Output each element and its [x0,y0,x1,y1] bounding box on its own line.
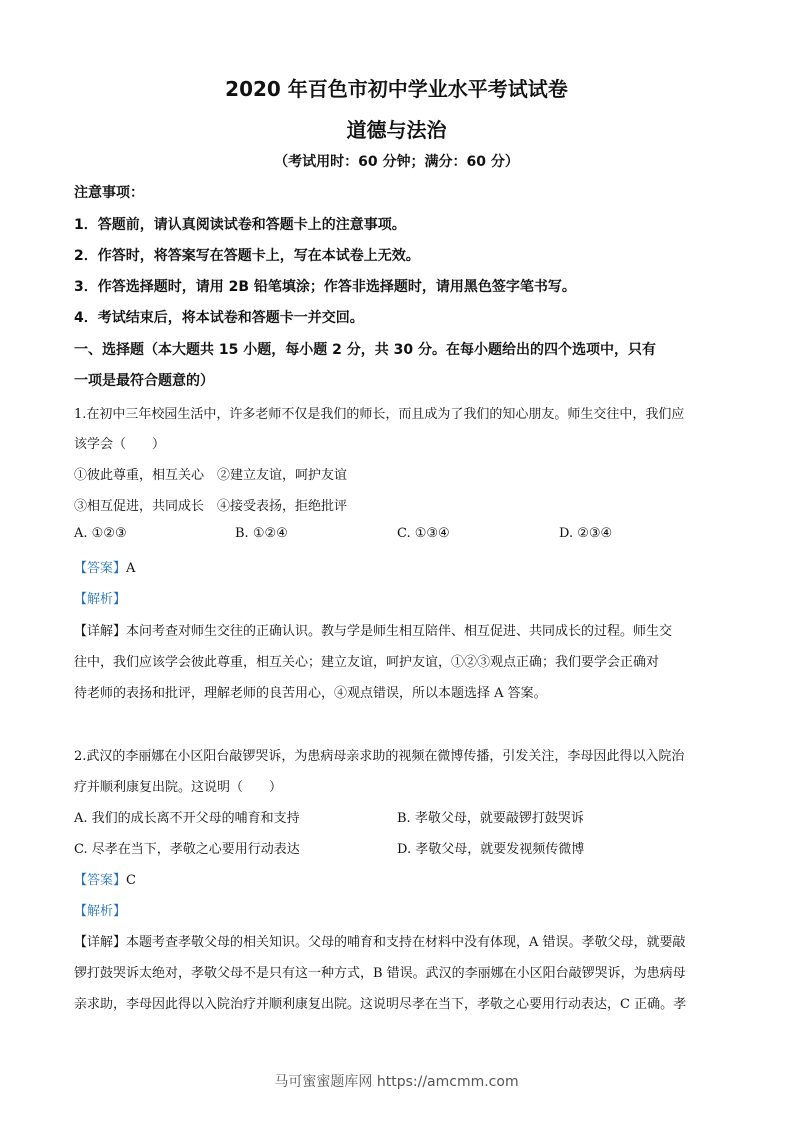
detail-tag: 【详解】 [74,935,127,950]
q1-option-a[interactable]: A. ①②③ [74,526,127,541]
q2-option-b[interactable]: B. 孝敬父母，就要敲锣打鼓哭诉 [397,811,584,826]
notice-item: 2．作答时，将答案写在答题卡上，写在本试卷上无效。 [74,248,420,264]
notice-item: 4．考试结束后，将本试卷和答题卡一并交回。 [74,310,364,326]
footer-watermark: 马可蜜蜜题库网 https://amcmm.com [274,1074,519,1090]
exam-info: （考试用时：60 分钟；满分：60 分） [274,154,519,170]
q1-detail [74,620,672,639]
notice-item: 3．作答选择题时，请用 2B 铅笔填涂；作答非选择题时，请用黑色签字笔书写。 [74,279,576,295]
q2-detail-cont: 亲求助，李母因此得以入院治疗并顺利康复出院。这说明尽孝在当下，孝敬之心要用行动表达，C 正确。孝 [74,997,687,1012]
answer-tag: 【答案】 [74,561,127,576]
q1-stem-cont: 该学会（ ） [74,437,166,452]
q2-detail [74,931,686,950]
q2-stem: 2.武汉的李丽娜在小区阳台敲锣哭诉，为患病母亲求助的视频在微博传播，引发关注，李母因此得以入院治 [74,749,685,764]
section-heading-cont: 一项是最符合题意的） [74,373,214,389]
answer-value: C [126,873,136,888]
q2-option-a[interactable]: A. 我们的成长离不开父母的哺育和支持 [74,811,300,826]
q2-answer [74,869,136,888]
q1-analysis-tag: 【解析】 [74,592,127,607]
q2-option-c[interactable]: C. 尽孝在当下，孝敬之心要用行动表达 [74,842,300,857]
q2-option-d[interactable]: D. 孝敬父母，就要发视频传微博 [397,842,585,857]
answer-tag: 【答案】 [74,873,127,888]
section-heading: 一、选择题（本大题共 15 小题，每小题 2 分，共 30 分。在每小题给出的四个选项中，只有 [74,342,656,358]
q2-stem-cont: 疗并顺利康复出院。这说明（ ） [74,780,283,795]
notice-heading: 注意事项： [74,185,144,201]
q1-option-d[interactable]: D. ②③④ [559,526,613,541]
q1-option-b[interactable]: B. ①②④ [235,526,288,541]
exam-title: 2020 年百色市初中学业水平考试试卷 [225,77,568,101]
detail-tag: 【详解】 [74,624,127,639]
q1-option-c[interactable]: C. ①③④ [397,526,450,541]
detail-text: 本题考查孝敬父母的相关知识。父母的哺育和支持在材料中没有体现，A 错误。孝敬父母，就要敲 [126,935,686,950]
q1-detail-cont: 往中，我们应该学会彼此尊重，相互关心；建立友谊，呵护友谊，①②③观点正确；我们要学会正确对 [74,655,660,670]
detail-text: 本问考查对师生交往的正确认识。教与学是师生相互陪伴、相互促进、共同成长的过程。师生交 [126,624,673,639]
q2-analysis-tag: 【解析】 [74,904,127,919]
q1-statements-cont: ③相互促进，共同成长 ④接受表扬，拒绝批评 [74,499,348,514]
q1-answer [74,557,135,576]
notice-item: 1．答题前，请认真阅读试卷和答题卡上的注意事项。 [74,217,406,233]
q1-stem: 1.在初中三年校园生活中，许多老师不仅是我们的师长，而且成为了我们的知心朋友。师生交往中，我们应 [74,407,685,422]
q1-detail-cont: 待老师的表扬和批评，理解老师的良苦用心，④观点错误，所以本题选择 A 答案。 [74,686,547,701]
q2-detail-cont: 锣打鼓哭诉太绝对，孝敬父母不是只有这一种方式，B 错误。武汉的李丽娜在小区阳台敲锣哭诉，为患病母 [74,966,686,981]
q1-statements: ①彼此尊重，相互关心 ②建立友谊，呵护友谊 [74,468,348,483]
answer-value: A [126,561,136,576]
exam-subject: 道德与法治 [346,118,447,142]
